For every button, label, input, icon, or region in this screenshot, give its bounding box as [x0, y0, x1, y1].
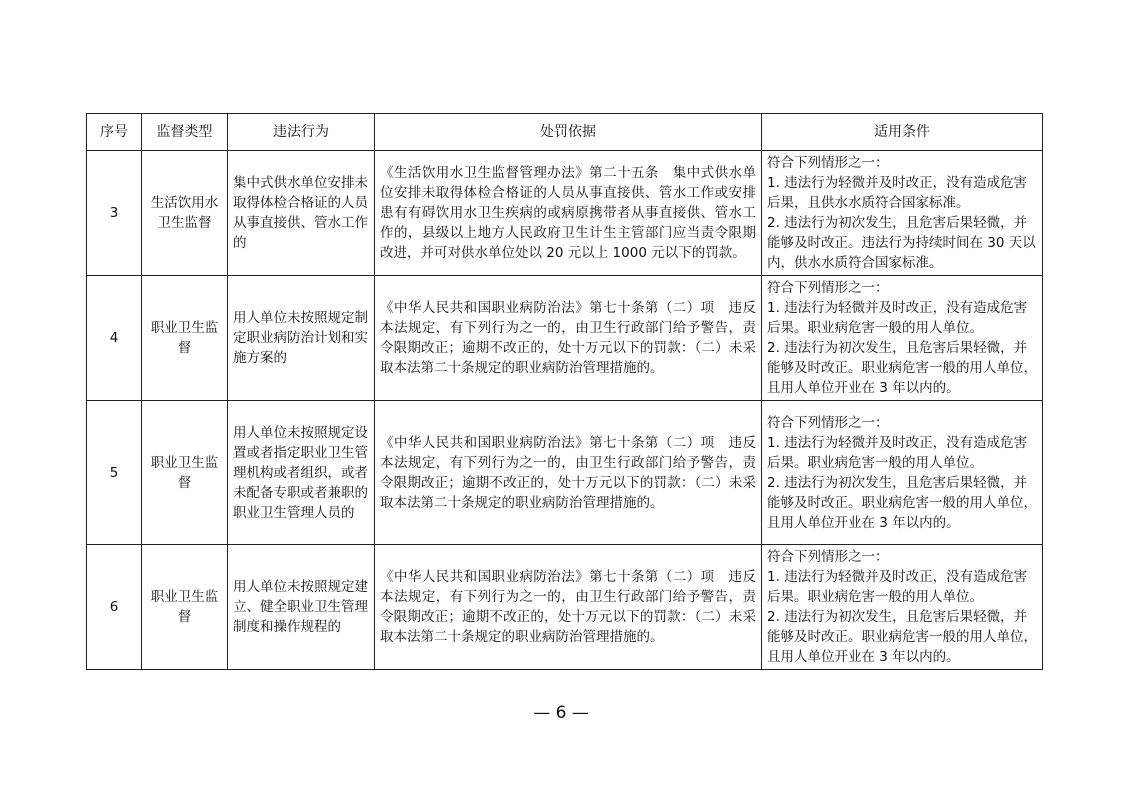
header-cond: 适用条件	[762, 114, 1043, 151]
row-conditions	[762, 276, 1043, 401]
condition-line: 2. 违法行为初次发生，且危害后果轻微，并能够及时改正。职业病危害一般的用人单位，且用人单位开业在 3 年以内的。	[767, 474, 1037, 531]
row-violation: 用人单位未按照规定建立、健全职业卫生管理制度和操作规程的	[228, 545, 375, 670]
penalty-table	[86, 113, 1043, 670]
row-supervision-type: 生活饮用水卫生监督	[142, 151, 228, 276]
row-supervision-type: 职业卫生监督	[142, 545, 228, 670]
row-conditions	[762, 401, 1043, 545]
row-violation: 用人单位未按照规定制定职业病防治计划和实施方案的	[228, 276, 375, 401]
condition-line: 符合下列情形之一：	[767, 155, 889, 171]
row-seq: 3	[87, 151, 142, 276]
condition-line: 2. 违法行为初次发生，且危害后果轻微，并能够及时改正。职业病危害一般的用人单位，且用人单位开业在 3 年以内的。	[767, 609, 1037, 665]
table-row	[87, 545, 1043, 670]
condition-line: 1. 违法行为轻微并及时改正，没有造成危害后果。职业病危害一般的用人单位。	[767, 434, 1028, 471]
condition-line: 1. 违法行为轻微并及时改正，没有造成危害后果，且供水水质符合国家标准。	[767, 175, 1028, 211]
header-basis: 处罚依据	[375, 114, 762, 151]
condition-line: 1. 违法行为轻微并及时改正，没有造成危害后果。职业病危害一般的用人单位。	[767, 569, 1028, 605]
row-violation: 集中式供水单位安排未取得体检合格证的人员从事直接供、管水工作的	[228, 151, 375, 276]
table-header-row	[87, 114, 1043, 151]
header-act: 违法行为	[228, 114, 375, 151]
condition-line: 符合下列情形之一：	[767, 280, 889, 296]
condition-line: 1. 违法行为轻微并及时改正，没有造成危害后果。职业病危害一般的用人单位。	[767, 300, 1028, 336]
condition-line: 符合下列情形之一：	[767, 414, 889, 431]
condition-line: 2. 违法行为初次发生，且危害后果轻微，并能够及时改正。职业病危害一般的用人单位，且用人单位开业在 3 年以内的。	[767, 340, 1037, 396]
condition-line: 符合下列情形之一：	[767, 549, 889, 565]
table-row	[87, 151, 1043, 276]
header-type: 监督类型	[142, 114, 228, 151]
table-row	[87, 276, 1043, 401]
row-seq: 5	[87, 401, 142, 545]
row-supervision-type: 职业卫生监督	[142, 276, 228, 401]
row-violation: 用人单位未按照规定设置或者指定职业卫生管理机构或者组织，或者未配备专职或者兼职的职业卫生管理人员的	[228, 401, 375, 545]
row-penalty-basis: 《中华人民共和国职业病防治法》第七十条第（二）项 违反本法规定，有下列行为之一的，由卫生行政部门给予警告，责令限期改正；逾期不改正的，处十万元以下的罚款：（二）未采取本法第二十条规定的职业病防治管理措施的。	[375, 276, 762, 401]
row-penalty-basis: 《生活饮用水卫生监督管理办法》第二十五条 集中式供水单位安排未取得体检合格证的人员从事直接供、管水工作或安排患有有碍饮用水卫生疾病的或病原携带者从事直接供、管水工作的，县级以上地方人民政府卫生计生主管部门应当责令限期改进，并可对供水单位处以 20 元以上 1000 元以下的罚款。	[375, 151, 762, 276]
page-number: — 6 —	[533, 703, 589, 723]
table-row	[87, 401, 1043, 545]
row-penalty-basis: 《中华人民共和国职业病防治法》第七十条第（二）项 违反本法规定，有下列行为之一的，由卫生行政部门给予警告，责令限期改正；逾期不改正的，处十万元以下的罚款：（二）未采取本法第二十条规定的职业病防治管理措施的。	[375, 401, 762, 545]
header-seq: 序号	[87, 114, 142, 151]
row-seq: 4	[87, 276, 142, 401]
row-penalty-basis: 《中华人民共和国职业病防治法》第七十条第（二）项 违反本法规定，有下列行为之一的，由卫生行政部门给予警告，责令限期改正；逾期不改正的，处十万元以下的罚款：（二）未采取本法第二十条规定的职业病防治管理措施的。	[375, 545, 762, 670]
row-conditions	[762, 545, 1043, 670]
row-conditions	[762, 151, 1043, 276]
row-supervision-type: 职业卫生监督	[142, 401, 228, 545]
row-seq: 6	[87, 545, 142, 670]
condition-line: 2. 违法行为初次发生，且危害后果轻微，并能够及时改正。违法行为持续时间在 30 天以内，供水水质符合国家标准。	[767, 215, 1036, 271]
